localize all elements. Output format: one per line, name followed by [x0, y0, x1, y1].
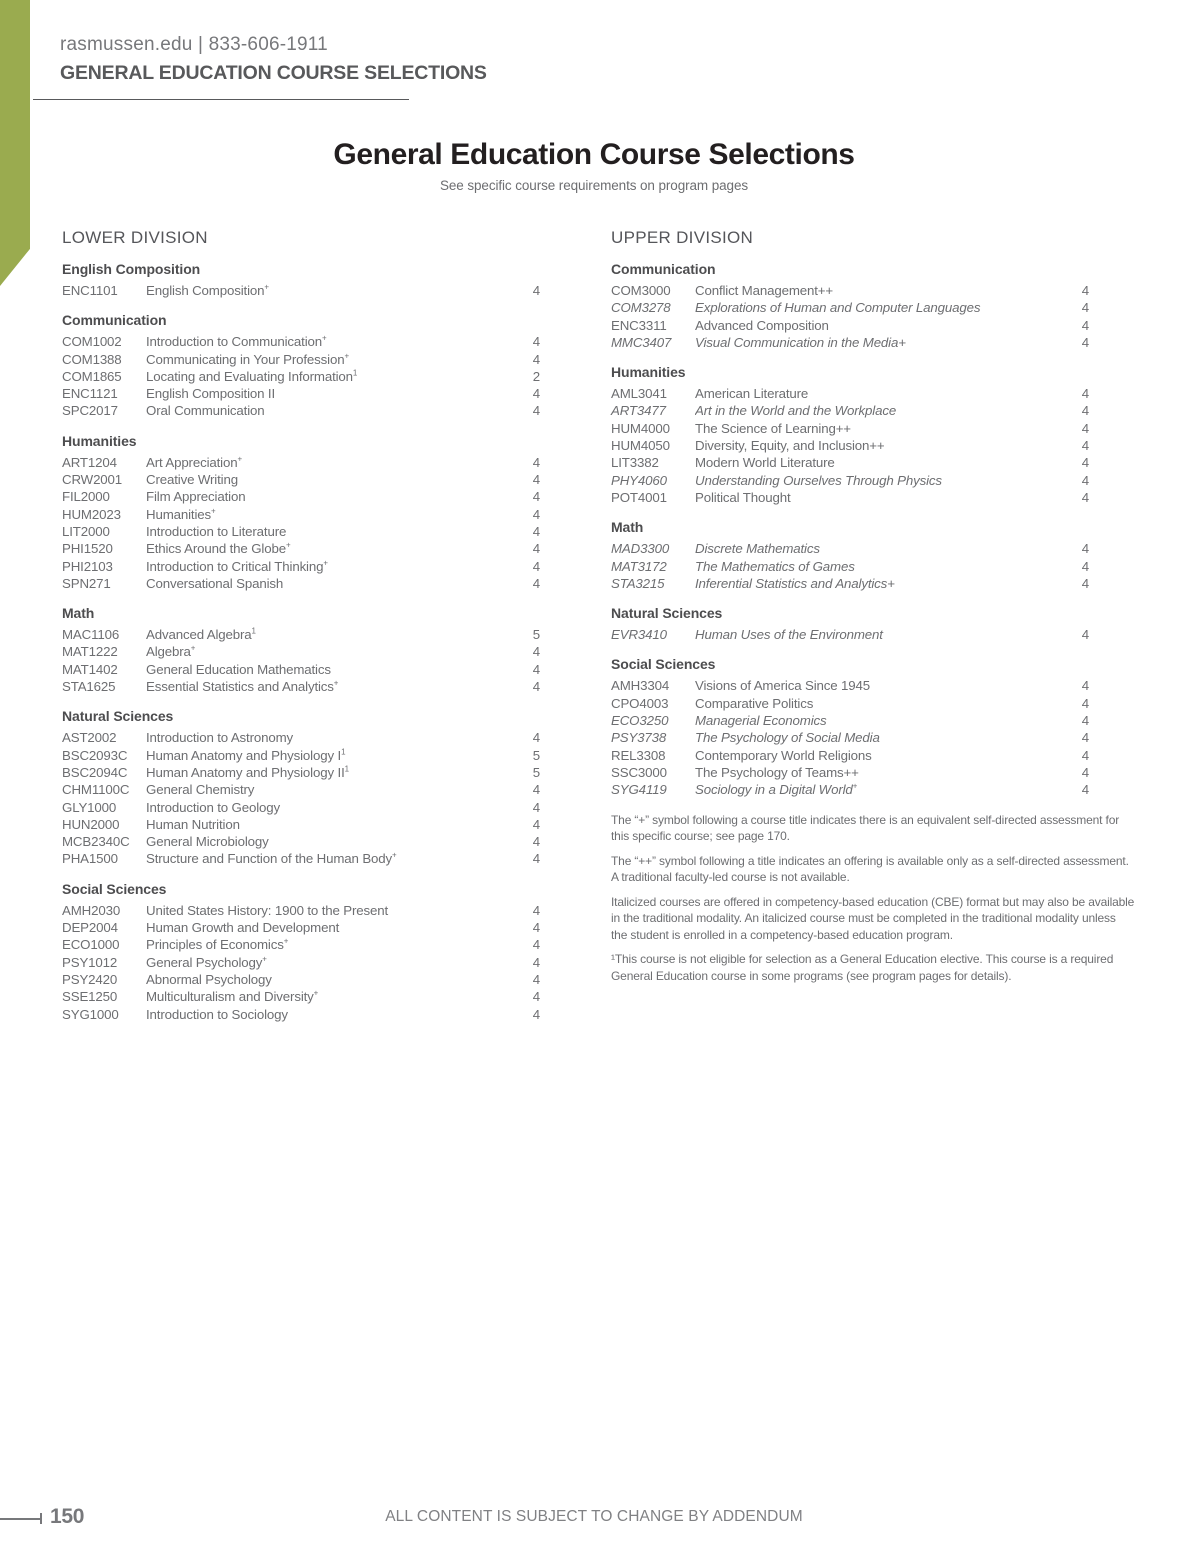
page-subtitle: See specific course requirements on program pages	[439, 178, 748, 193]
course-title: Discrete Mathematics	[695, 541, 820, 557]
course-credits: 4	[532, 920, 540, 936]
upper-division-sections	[611, 260, 1089, 799]
course-code: REL3308	[611, 747, 666, 763]
course-section	[62, 260, 540, 299]
course-row	[611, 781, 1089, 798]
course-row	[62, 902, 540, 919]
course-row	[611, 334, 1089, 351]
course-credits: 5	[532, 764, 540, 780]
course-code: ENC3311	[611, 317, 667, 333]
course-footnote-marker: +	[322, 333, 327, 343]
page-number: 150	[50, 1505, 85, 1528]
course-title: Advanced Composition	[695, 317, 829, 333]
course-title: Art in the World and the Workplace	[695, 403, 897, 419]
course-code: HUM2023	[62, 506, 121, 522]
course-credits: 4	[532, 575, 540, 591]
course-credits: 4	[1081, 386, 1089, 402]
course-row	[611, 540, 1089, 557]
course-credits: 4	[1081, 541, 1089, 557]
header-section-title: GENERAL EDUCATION COURSE SELECTIONS	[60, 62, 487, 84]
course-title: Abnormal Psychology	[146, 971, 272, 987]
course-credits: 4	[532, 834, 540, 850]
course-code: HUM4050	[611, 438, 670, 454]
course-footnote-marker: +	[190, 644, 196, 654]
course-row	[611, 420, 1089, 437]
course-code: CRW2001	[62, 472, 123, 488]
course-title: Ethics Around the Globe+	[146, 540, 291, 557]
course-credits: 4	[1081, 283, 1089, 298]
course-title: Diversity, Equity, and Inclusion++	[695, 438, 885, 454]
course-row	[611, 729, 1089, 746]
course-code: PHY4060	[611, 472, 667, 488]
course-title: Explorations of Human and Computer Languages	[695, 300, 981, 316]
course-section-heading: Social Sciences	[611, 656, 716, 673]
course-credits: 4	[532, 351, 540, 367]
course-title: English Composition+	[146, 282, 269, 298]
course-title: Visions of America Since 1945	[695, 678, 871, 694]
course-credits: 4	[1081, 627, 1089, 643]
course-credits: 4	[532, 283, 540, 298]
course-section-heading: Communication	[611, 261, 716, 277]
course-credits: 4	[1081, 782, 1089, 798]
footnotes	[611, 812, 1135, 985]
course-code: MAT1402	[62, 661, 118, 677]
course-section-heading: Math	[611, 519, 644, 536]
course-title: Humanities+	[146, 506, 216, 522]
course-title: The Psychology of Social Media	[695, 730, 880, 746]
course-code: ECO1000	[62, 937, 120, 953]
course-code: LIT3382	[611, 455, 659, 471]
course-credits: 2	[532, 368, 540, 384]
course-code: CHM1100C	[62, 782, 130, 798]
course-row	[62, 971, 540, 988]
course-row	[611, 472, 1089, 489]
course-section-heading: Humanities	[611, 364, 686, 381]
course-footnote-marker: +	[323, 558, 328, 568]
course-row	[62, 471, 540, 488]
course-title: General Education Mathematics	[146, 661, 331, 677]
course-title: English Composition II	[146, 386, 275, 402]
course-credits: 4	[532, 386, 540, 402]
course-code: BSC2094C	[62, 764, 128, 780]
course-code: AMH3304	[611, 678, 670, 694]
course-footnote-marker: +	[283, 936, 289, 946]
course-row	[62, 506, 540, 523]
course-code: MMC3407	[611, 334, 672, 350]
course-code: PHI1520	[62, 541, 113, 557]
course-row	[611, 764, 1089, 781]
course-code: COM1002	[62, 334, 122, 350]
course-row	[611, 299, 1089, 316]
course-code: ART3477	[611, 403, 666, 419]
course-footnote-marker: +	[313, 988, 319, 998]
course-credits: 4	[1081, 558, 1089, 574]
course-title: Human Anatomy and Physiology $II^1$	[146, 764, 349, 780]
course-row	[611, 695, 1089, 712]
course-row	[62, 799, 540, 816]
course-title: Communicating in Your Profession+	[146, 351, 349, 367]
course-credits: 4	[532, 954, 540, 970]
course-credits: 4	[532, 506, 540, 522]
lower-division-column	[62, 228, 540, 1023]
course-code: POT4001	[611, 489, 667, 505]
course-footnote-marker: +	[344, 351, 349, 361]
course-title: Conflict Management++	[695, 283, 834, 298]
course-section	[62, 604, 540, 695]
course-row	[62, 558, 540, 575]
course-credits: 4	[532, 937, 540, 953]
course-credits: 4	[532, 541, 540, 557]
course-credits: 4	[532, 1006, 540, 1022]
course-footnote-marker: 1	[341, 747, 346, 757]
course-title: General Chemistry	[146, 782, 255, 798]
course-title: The Mathematics of Games	[695, 558, 855, 574]
course-credits: 4	[1081, 420, 1089, 436]
course-code: HUM4000	[611, 420, 670, 436]
course-footnote-marker: 1	[352, 368, 358, 378]
course-code: AST2002	[62, 730, 117, 746]
course-row	[611, 575, 1089, 592]
course-credits: 4	[532, 799, 540, 815]
course-title: Oral Communication	[146, 403, 265, 419]
course-footnote-marker: +	[211, 506, 216, 516]
course-title: Introduction to Communication+	[146, 333, 327, 350]
course-title: Film Appreciation	[146, 489, 246, 505]
course-row	[62, 368, 540, 385]
course-footnote-marker: +	[392, 851, 397, 860]
course-row	[611, 747, 1089, 764]
course-title: Introduction to Literature	[146, 523, 287, 539]
course-credits: 4	[532, 558, 540, 574]
course-title: Understanding Ourselves Through Physics	[695, 472, 942, 488]
course-title: United States History: 1900 to the Present	[146, 902, 389, 918]
course-code: MCB2340C	[62, 834, 130, 850]
course-row	[62, 850, 540, 867]
course-row	[62, 626, 540, 643]
course-code: SPC2017	[62, 403, 118, 419]
course-credits: 4	[1081, 472, 1089, 488]
course-section	[62, 707, 540, 867]
course-title: General Psychology+	[146, 954, 267, 970]
course-credits: 4	[1081, 317, 1089, 333]
course-section	[611, 604, 1089, 643]
course-footnote-marker: +	[262, 954, 267, 964]
course-credits: 4	[532, 472, 540, 488]
course-footnote-marker: +	[852, 781, 858, 791]
course-row	[62, 540, 540, 557]
course-code: AMH2030	[62, 902, 121, 918]
course-code: COM1388	[62, 351, 122, 367]
course-code: COM1865	[62, 368, 122, 384]
course-credits: 4	[532, 851, 540, 867]
course-footnote-marker: +	[264, 282, 269, 292]
course-row	[611, 402, 1089, 419]
course-title: Essential Statistics and Analytics+	[146, 678, 339, 695]
course-credits: 4	[1081, 695, 1089, 711]
course-code: SYG4119	[611, 782, 667, 798]
course-code: EVR3410	[611, 627, 667, 643]
footnote-paragraph: Italicized courses are offered in competency-based education (CBE) format but may also be available in the traditional modality. An italicized course must be completed in the traditional modality unless the student is enrolled in a competency-based education program.	[611, 894, 1135, 942]
course-credits: 4	[1081, 455, 1089, 471]
course-section-heading: English Composition	[62, 261, 201, 277]
footer-notice: ALL CONTENT IS SUBJECT TO CHANGE BY ADDENDUM	[385, 1508, 803, 1525]
course-row	[611, 454, 1089, 471]
course-title: Conversational Spanish	[146, 575, 284, 591]
course-title: Creative Writing	[146, 472, 238, 488]
course-section-heading: Natural Sciences	[62, 708, 174, 725]
course-row	[62, 764, 540, 781]
course-row	[611, 712, 1089, 729]
course-title: Introduction to Sociology	[146, 1006, 288, 1022]
course-row	[62, 333, 540, 350]
course-code: PHA1500	[62, 851, 118, 867]
course-section-heading: Math	[62, 605, 95, 622]
course-title: Political Thought	[695, 489, 791, 505]
course-credits: 4	[532, 454, 540, 470]
course-credits: 4	[1081, 334, 1089, 350]
course-code: BSC2093C	[62, 747, 128, 763]
course-title: Locating and Evaluating Information$^1$	[146, 368, 358, 384]
course-credits: 4	[1081, 678, 1089, 694]
lower-division-heading: LOWER DIVISION	[62, 228, 208, 247]
course-section	[611, 260, 1089, 351]
course-section	[62, 880, 540, 1023]
course-title: Contemporary World Religions	[695, 747, 872, 763]
course-credits: 4	[1081, 438, 1089, 454]
course-code: ENC1101	[62, 283, 118, 298]
course-section-heading: Humanities	[62, 432, 137, 449]
course-code: GLY1000	[62, 799, 117, 815]
course-code: ART1204	[62, 454, 117, 470]
course-credits: 4	[532, 523, 540, 539]
course-code: ENC1121	[62, 386, 118, 402]
course-code: STA3215	[611, 575, 665, 591]
course-credits: 4	[1081, 713, 1089, 729]
course-credits: 4	[1081, 764, 1089, 780]
course-section-heading: Social Sciences	[62, 880, 167, 897]
course-row	[62, 643, 540, 660]
course-code: SPN271	[62, 575, 111, 591]
course-credits: 4	[1081, 747, 1089, 763]
course-credits: 4	[532, 403, 540, 419]
course-footnote-marker: +	[333, 678, 339, 688]
course-section-heading: Communication	[62, 312, 167, 329]
course-title: Human Uses of the Environment	[695, 627, 883, 643]
course-code: MAC1106	[62, 627, 120, 643]
course-code: STA1625	[62, 679, 116, 695]
course-row	[611, 317, 1089, 334]
course-code: SSE1250	[62, 989, 118, 1005]
course-title: Modern World Literature	[695, 455, 835, 471]
course-title: Multiculturalism and Diversity+	[146, 988, 319, 1005]
course-credits: 4	[1081, 730, 1089, 746]
course-section	[611, 518, 1089, 592]
course-code: PHI2103	[62, 558, 113, 574]
course-row	[62, 575, 540, 592]
course-row	[62, 402, 540, 419]
course-row	[611, 489, 1089, 506]
header-rule	[33, 99, 409, 100]
course-row	[62, 747, 540, 764]
course-code: SSC3000	[611, 764, 667, 780]
footnote-paragraph: The “++” symbol following a title indicates an offering is available only as a self-directed assessment. A traditional faculty-led course is not available.	[611, 853, 1129, 885]
upper-division-heading: UPPER DIVISION	[611, 228, 754, 247]
course-code: MAD3300	[611, 541, 670, 557]
course-credits: 5	[532, 747, 540, 763]
course-section	[62, 311, 540, 419]
course-section-heading: Natural Sciences	[611, 605, 723, 622]
course-title: Visual Communication in the Media+	[695, 334, 906, 350]
course-title: Introduction to Critical Thinking+	[146, 558, 328, 574]
course-title: Comparative Politics	[695, 695, 814, 711]
course-code: CPO4003	[611, 695, 669, 711]
course-row	[62, 816, 540, 833]
course-credits: 4	[1081, 575, 1089, 591]
course-section	[62, 432, 540, 592]
course-title: Human Growth and Development	[146, 920, 340, 936]
course-credits: 4	[1081, 489, 1089, 505]
course-row	[62, 488, 540, 505]
course-credits: 4	[532, 989, 540, 1005]
course-title: The Psychology of Teams++	[695, 764, 859, 780]
course-section	[611, 363, 1089, 506]
course-title: American Literature	[695, 386, 809, 402]
course-credits: 4	[532, 489, 540, 505]
course-row	[611, 437, 1089, 454]
course-credits: 4	[532, 730, 540, 746]
course-title: Human Nutrition	[146, 816, 240, 832]
course-row	[611, 558, 1089, 575]
course-credits: 4	[532, 971, 540, 987]
course-row	[611, 282, 1089, 299]
course-title: Introduction to Geology	[146, 799, 281, 815]
course-credits: 4	[1081, 403, 1089, 419]
course-credits: 5	[532, 627, 540, 643]
course-row	[62, 523, 540, 540]
course-credits: 4	[532, 661, 540, 677]
course-row	[62, 833, 540, 850]
course-title: General Microbiology	[146, 834, 269, 850]
course-row	[62, 954, 540, 971]
course-row	[611, 677, 1089, 694]
course-credits: 4	[532, 902, 540, 918]
course-code: ECO3250	[611, 713, 669, 729]
course-credits: 4	[1081, 300, 1089, 316]
course-row	[62, 1006, 540, 1023]
course-code: MAT3172	[611, 558, 667, 574]
course-row	[62, 282, 540, 299]
course-code: DEP2004	[62, 920, 118, 936]
course-code: SYG1000	[62, 1006, 119, 1022]
course-row	[611, 385, 1089, 402]
course-row	[62, 919, 540, 936]
course-code: PSY3738	[611, 730, 667, 746]
course-code: COM3000	[611, 283, 671, 298]
course-footnote-marker: 1	[344, 764, 349, 774]
course-row	[62, 351, 540, 368]
course-row	[62, 678, 540, 695]
course-credits: 4	[532, 334, 540, 350]
course-title: Structure and Function of the Human Body+	[146, 851, 397, 867]
course-code: PSY1012	[62, 954, 118, 970]
course-credits: 4	[532, 816, 540, 832]
course-row	[62, 385, 540, 402]
course-code: PSY2420	[62, 971, 118, 987]
course-title: Inferential Statistics and Analytics+	[695, 575, 895, 591]
course-row	[62, 454, 540, 471]
course-title: The Science of Learning++	[695, 420, 851, 436]
course-code: AML3041	[611, 386, 667, 402]
course-row	[62, 781, 540, 798]
course-footnote-marker: 1	[251, 626, 256, 636]
course-row	[62, 936, 540, 953]
course-row	[62, 988, 540, 1005]
course-code: HUN2000	[62, 816, 120, 832]
course-title: Managerial Economics	[695, 713, 827, 729]
course-row	[62, 729, 540, 746]
course-section	[611, 655, 1089, 798]
course-code: COM3278	[611, 300, 671, 316]
course-title: Human Anatomy and Physiology $I^1$	[146, 747, 346, 763]
course-credits: 4	[532, 644, 540, 660]
course-row	[62, 661, 540, 678]
course-title: Advanced Algebra$^1$	[146, 626, 256, 643]
course-code: LIT2000	[62, 523, 110, 539]
course-footnote-marker: +	[237, 454, 242, 464]
course-footnote-marker: +	[285, 540, 291, 550]
upper-division-column	[611, 228, 1135, 992]
lower-division-sections	[62, 260, 540, 1023]
course-title: Algebra+	[146, 644, 196, 660]
footnote-paragraph: The “+” symbol following a course title indicates there is an equivalent self-directed assessment for this specific course; see page 170.	[611, 812, 1120, 844]
course-title: Sociology in a Digital World+	[695, 781, 858, 798]
course-title: Principles of Economics+	[146, 936, 289, 953]
header-contact: rasmussen.edu | 833-606-1911	[60, 34, 328, 55]
course-credits: 4	[532, 782, 540, 798]
course-code: MAT1222	[62, 644, 118, 660]
course-code: FIL2000	[62, 489, 110, 505]
course-title: Art Appreciation+	[146, 454, 242, 470]
page-title: General Education Course Selections	[333, 138, 855, 171]
footnote-paragraph: ¹This course is not eligible for selection as a General Education elective. This course is a required General Education course in some programs (see program pages for details).	[611, 952, 1114, 983]
course-row	[611, 626, 1089, 643]
course-credits: 4	[532, 679, 540, 695]
course-title: Introduction to Astronomy	[146, 730, 294, 746]
